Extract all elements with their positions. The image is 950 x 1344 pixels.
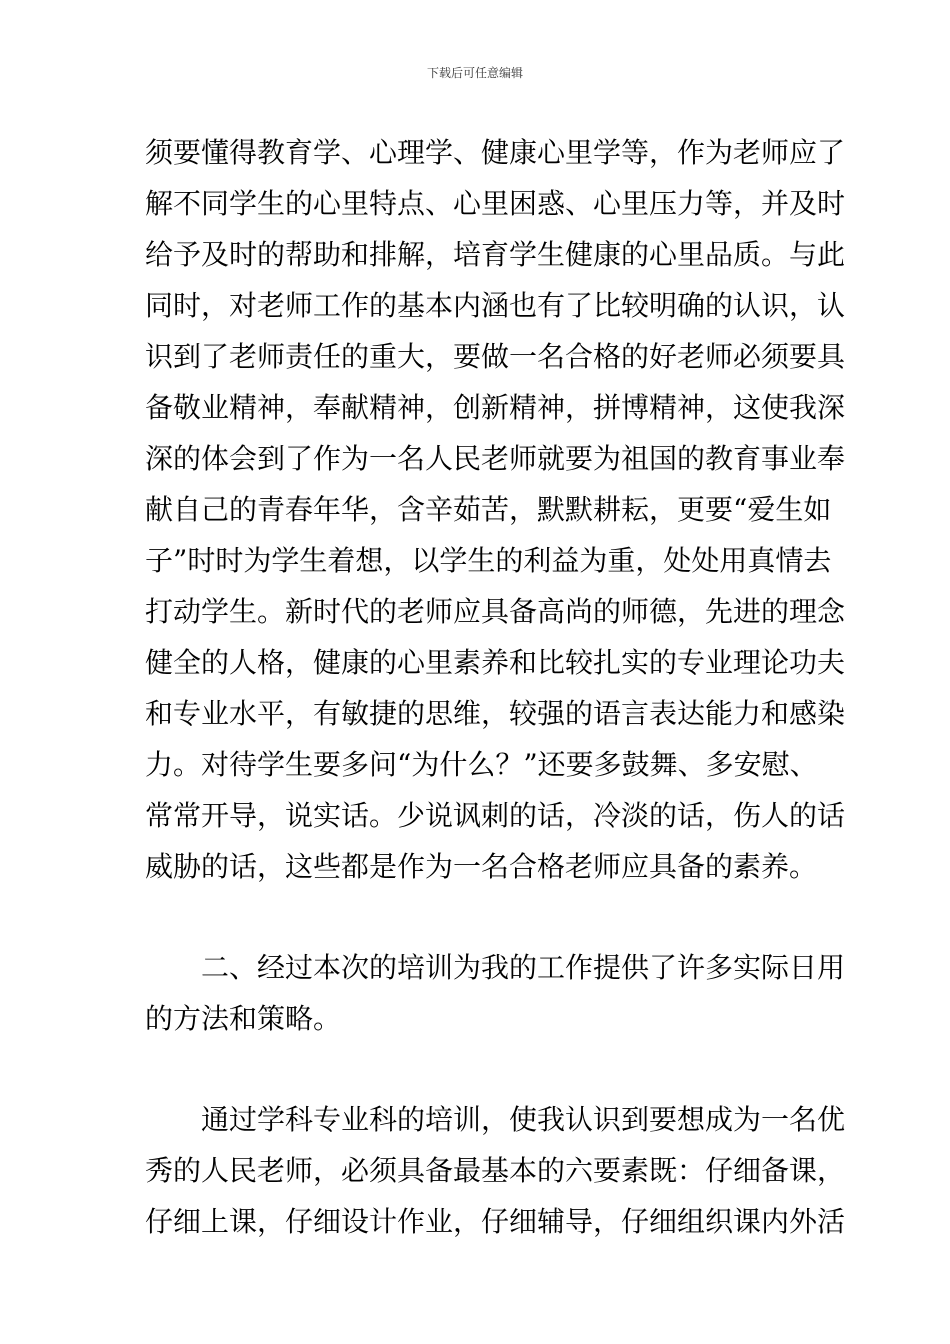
text-line: 备敬业精神，奉献精神，创新精神，拼博精神，这使我深: [145, 391, 846, 424]
text-line: 打动学生。新时代的老师应具备高尚的师德，先进的理念: [145, 595, 846, 628]
text-line: 献自己的青春年华，含辛茹苦，默默耕耘，更要“爱生如: [145, 493, 832, 526]
text-line: 深的体会到了作为一名人民老师就要为祖国的教育事业奉: [145, 442, 846, 475]
text-line: 须要懂得教育学、心理学、健康心里学等，作为老师应了: [145, 136, 846, 169]
page-header: 下载后可任意编辑: [426, 66, 523, 80]
text-line: 秀的人民老师，必须具备最基本的六要素既：仔细备课，: [145, 1154, 846, 1187]
text-line: 通过学科专业科的培训，使我认识到要想成为一名优: [201, 1103, 846, 1136]
text-line: 和专业水平，有敏捷的思维，较强的语言表达能力和感染: [145, 697, 846, 730]
text-line: 识到了老师责任的重大，要做一名合格的好老师必须要具: [145, 340, 846, 373]
section-heading-line: 的方法和策略。: [145, 1002, 342, 1035]
text-line: 常常开导，说实话。少说讽刺的话，冷淡的话，伤人的话: [145, 799, 846, 832]
text-line: 仔细上课，仔细设计作业，仔细辅导，仔细组织课内外活: [145, 1205, 846, 1238]
text-line: 给予及时的帮助和排解，培育学生健康的心里品质。与此: [145, 238, 846, 271]
text-line: 健全的人格，健康的心里素养和比较扎实的专业理论功夫: [145, 646, 846, 679]
text-line: 解不同学生的心里特点、心里困惑、心里压力等，并及时: [145, 187, 846, 220]
section-heading-line: 二、经过本次的培训为我的工作提供了许多实际日用: [201, 951, 846, 984]
text-line: 同时，对老师工作的基本内涵也有了比较明确的认识，认: [145, 289, 846, 322]
text-line: 力。对待学生要多问“为什么？”还要多鼓舞、多安慰、: [145, 748, 818, 781]
text-line: 子”时时为学生着想，以学生的利益为重，处处用真情去: [145, 544, 832, 577]
text-line: 威胁的话，这些都是作为一名合格老师应具备的素养。: [145, 850, 818, 883]
